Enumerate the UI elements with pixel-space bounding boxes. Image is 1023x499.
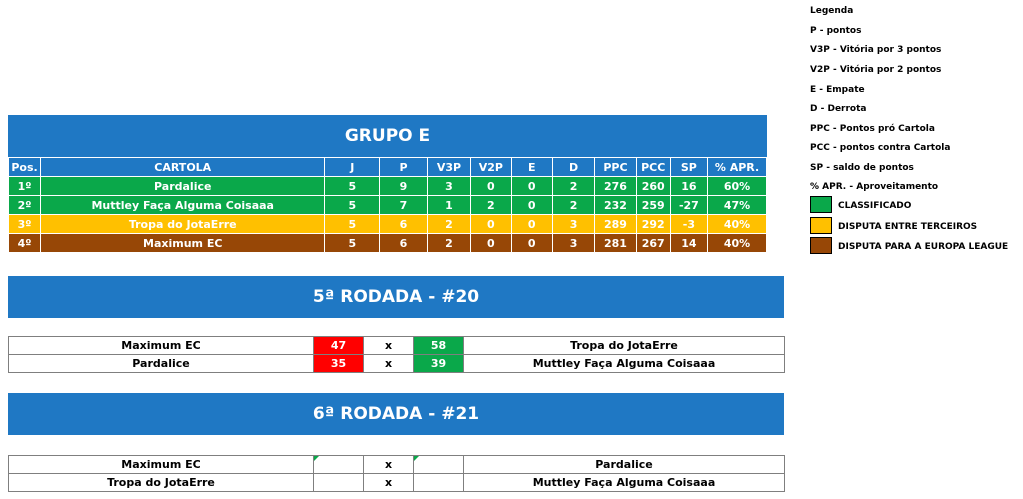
j-cell: 5 (325, 234, 380, 253)
v2p-cell: 0 (471, 177, 511, 196)
pos-cell: 2º (9, 196, 41, 215)
apr-cell: 40% (707, 215, 766, 234)
team-cell: Maximum EC (41, 234, 325, 253)
versus-sep: x (364, 337, 414, 355)
col-header-d: D (552, 158, 594, 177)
away-score[interactable] (414, 474, 464, 492)
away-team: Tropa do JotaErre (464, 337, 785, 355)
pos-cell: 1º (9, 177, 41, 196)
versus-sep: x (364, 355, 414, 373)
d-cell: 2 (552, 196, 594, 215)
v3p-cell: 3 (427, 177, 470, 196)
pcc-cell: 259 (636, 196, 670, 215)
away-score: 58 (414, 337, 464, 355)
e-cell: 0 (511, 215, 552, 234)
d-cell: 3 (552, 234, 594, 253)
col-header-ppc: PPC (595, 158, 636, 177)
standings-header-row (9, 158, 767, 177)
legend-item: P - pontos (810, 26, 862, 36)
home-team: Pardalice (9, 355, 314, 373)
sp-cell: -3 (670, 215, 707, 234)
legend-item: PPC - Pontos pró Cartola (810, 124, 935, 134)
d-cell: 3 (552, 215, 594, 234)
apr-cell: 40% (707, 234, 766, 253)
pcc-cell: 267 (636, 234, 670, 253)
round5-matches-table (8, 336, 785, 373)
away-team: Pardalice (464, 456, 785, 474)
match-row (9, 456, 785, 474)
legend-item: D - Derrota (810, 104, 867, 114)
legend-item: V3P - Vitória por 3 pontos (810, 45, 942, 55)
pcc-cell: 292 (636, 215, 670, 234)
round5-title: 5ª RODADA - #20 (8, 276, 784, 318)
round6-title: 6ª RODADA - #21 (8, 393, 784, 435)
home-score[interactable] (314, 474, 364, 492)
versus-sep: x (364, 456, 414, 474)
swatch-classificado (810, 196, 832, 213)
e-cell: 0 (511, 234, 552, 253)
versus-sep: x (364, 474, 414, 492)
ppc-cell: 276 (595, 177, 636, 196)
sp-cell: 16 (670, 177, 707, 196)
col-header-pos: Pos. (9, 158, 41, 177)
d-cell: 2 (552, 177, 594, 196)
ppc-cell: 281 (595, 234, 636, 253)
j-cell: 5 (325, 177, 380, 196)
match-row (9, 355, 785, 373)
col-header-p: P (380, 158, 428, 177)
home-score[interactable] (314, 456, 364, 474)
standings-row (9, 234, 767, 253)
pos-cell: 4º (9, 234, 41, 253)
standings-row (9, 196, 767, 215)
swatch-label: CLASSIFICADO (838, 201, 912, 211)
away-score: 39 (414, 355, 464, 373)
swatch-label: DISPUTA ENTRE TERCEIROS (838, 222, 978, 232)
p-cell: 9 (380, 177, 428, 196)
col-header-e: E (511, 158, 552, 177)
match-row (9, 337, 785, 355)
swatch-disputa-terceiros (810, 217, 832, 234)
j-cell: 5 (325, 196, 380, 215)
p-cell: 6 (380, 234, 428, 253)
home-team: Maximum EC (9, 456, 314, 474)
legend-item: SP - saldo de pontos (810, 163, 914, 173)
sp-cell: 14 (670, 234, 707, 253)
ppc-cell: 232 (595, 196, 636, 215)
e-cell: 0 (511, 196, 552, 215)
standings-row (9, 215, 767, 234)
home-team: Tropa do JotaErre (9, 474, 314, 492)
col-header-sp: SP (670, 158, 707, 177)
round6-matches-table (8, 455, 785, 492)
v2p-cell: 2 (471, 196, 511, 215)
home-team: Maximum EC (9, 337, 314, 355)
sp-cell: -27 (670, 196, 707, 215)
legend-item: % APR. - Aproveitamento (810, 182, 939, 192)
pos-cell: 3º (9, 215, 41, 234)
col-header-v2p: V2P (471, 158, 511, 177)
legend-title: Legenda (810, 6, 854, 16)
group-title: GRUPO E (8, 115, 767, 157)
team-cell: Muttley Faça Alguma Coisaaa (41, 196, 325, 215)
p-cell: 7 (380, 196, 428, 215)
legend-item: V2P - Vitória por 2 pontos (810, 65, 942, 75)
swatch-europa-league (810, 237, 832, 254)
v3p-cell: 1 (427, 196, 470, 215)
e-cell: 0 (511, 177, 552, 196)
away-team: Muttley Faça Alguma Coisaaa (464, 355, 785, 373)
team-cell: Pardalice (41, 177, 325, 196)
standings-table (8, 157, 767, 253)
col-header-j: J (325, 158, 380, 177)
swatch-label: DISPUTA PARA A EUROPA LEAGUE (838, 242, 1009, 252)
home-score: 47 (314, 337, 364, 355)
j-cell: 5 (325, 215, 380, 234)
standings-row (9, 177, 767, 196)
legend-item: E - Empate (810, 85, 865, 95)
v3p-cell: 2 (427, 234, 470, 253)
home-score: 35 (314, 355, 364, 373)
v3p-cell: 2 (427, 215, 470, 234)
pcc-cell: 260 (636, 177, 670, 196)
apr-cell: 47% (707, 196, 766, 215)
ppc-cell: 289 (595, 215, 636, 234)
col-header-pcc: PCC (636, 158, 670, 177)
away-team: Muttley Faça Alguma Coisaaa (464, 474, 785, 492)
col-header-v3p: V3P (427, 158, 470, 177)
v2p-cell: 0 (471, 234, 511, 253)
away-score[interactable] (414, 456, 464, 474)
match-row (9, 474, 785, 492)
apr-cell: 60% (707, 177, 766, 196)
col-header-cartola: CARTOLA (41, 158, 325, 177)
v2p-cell: 0 (471, 215, 511, 234)
legend-item: PCC - pontos contra Cartola (810, 143, 951, 153)
team-cell: Tropa do JotaErre (41, 215, 325, 234)
col-header-apr: % APR. (707, 158, 766, 177)
p-cell: 6 (380, 215, 428, 234)
